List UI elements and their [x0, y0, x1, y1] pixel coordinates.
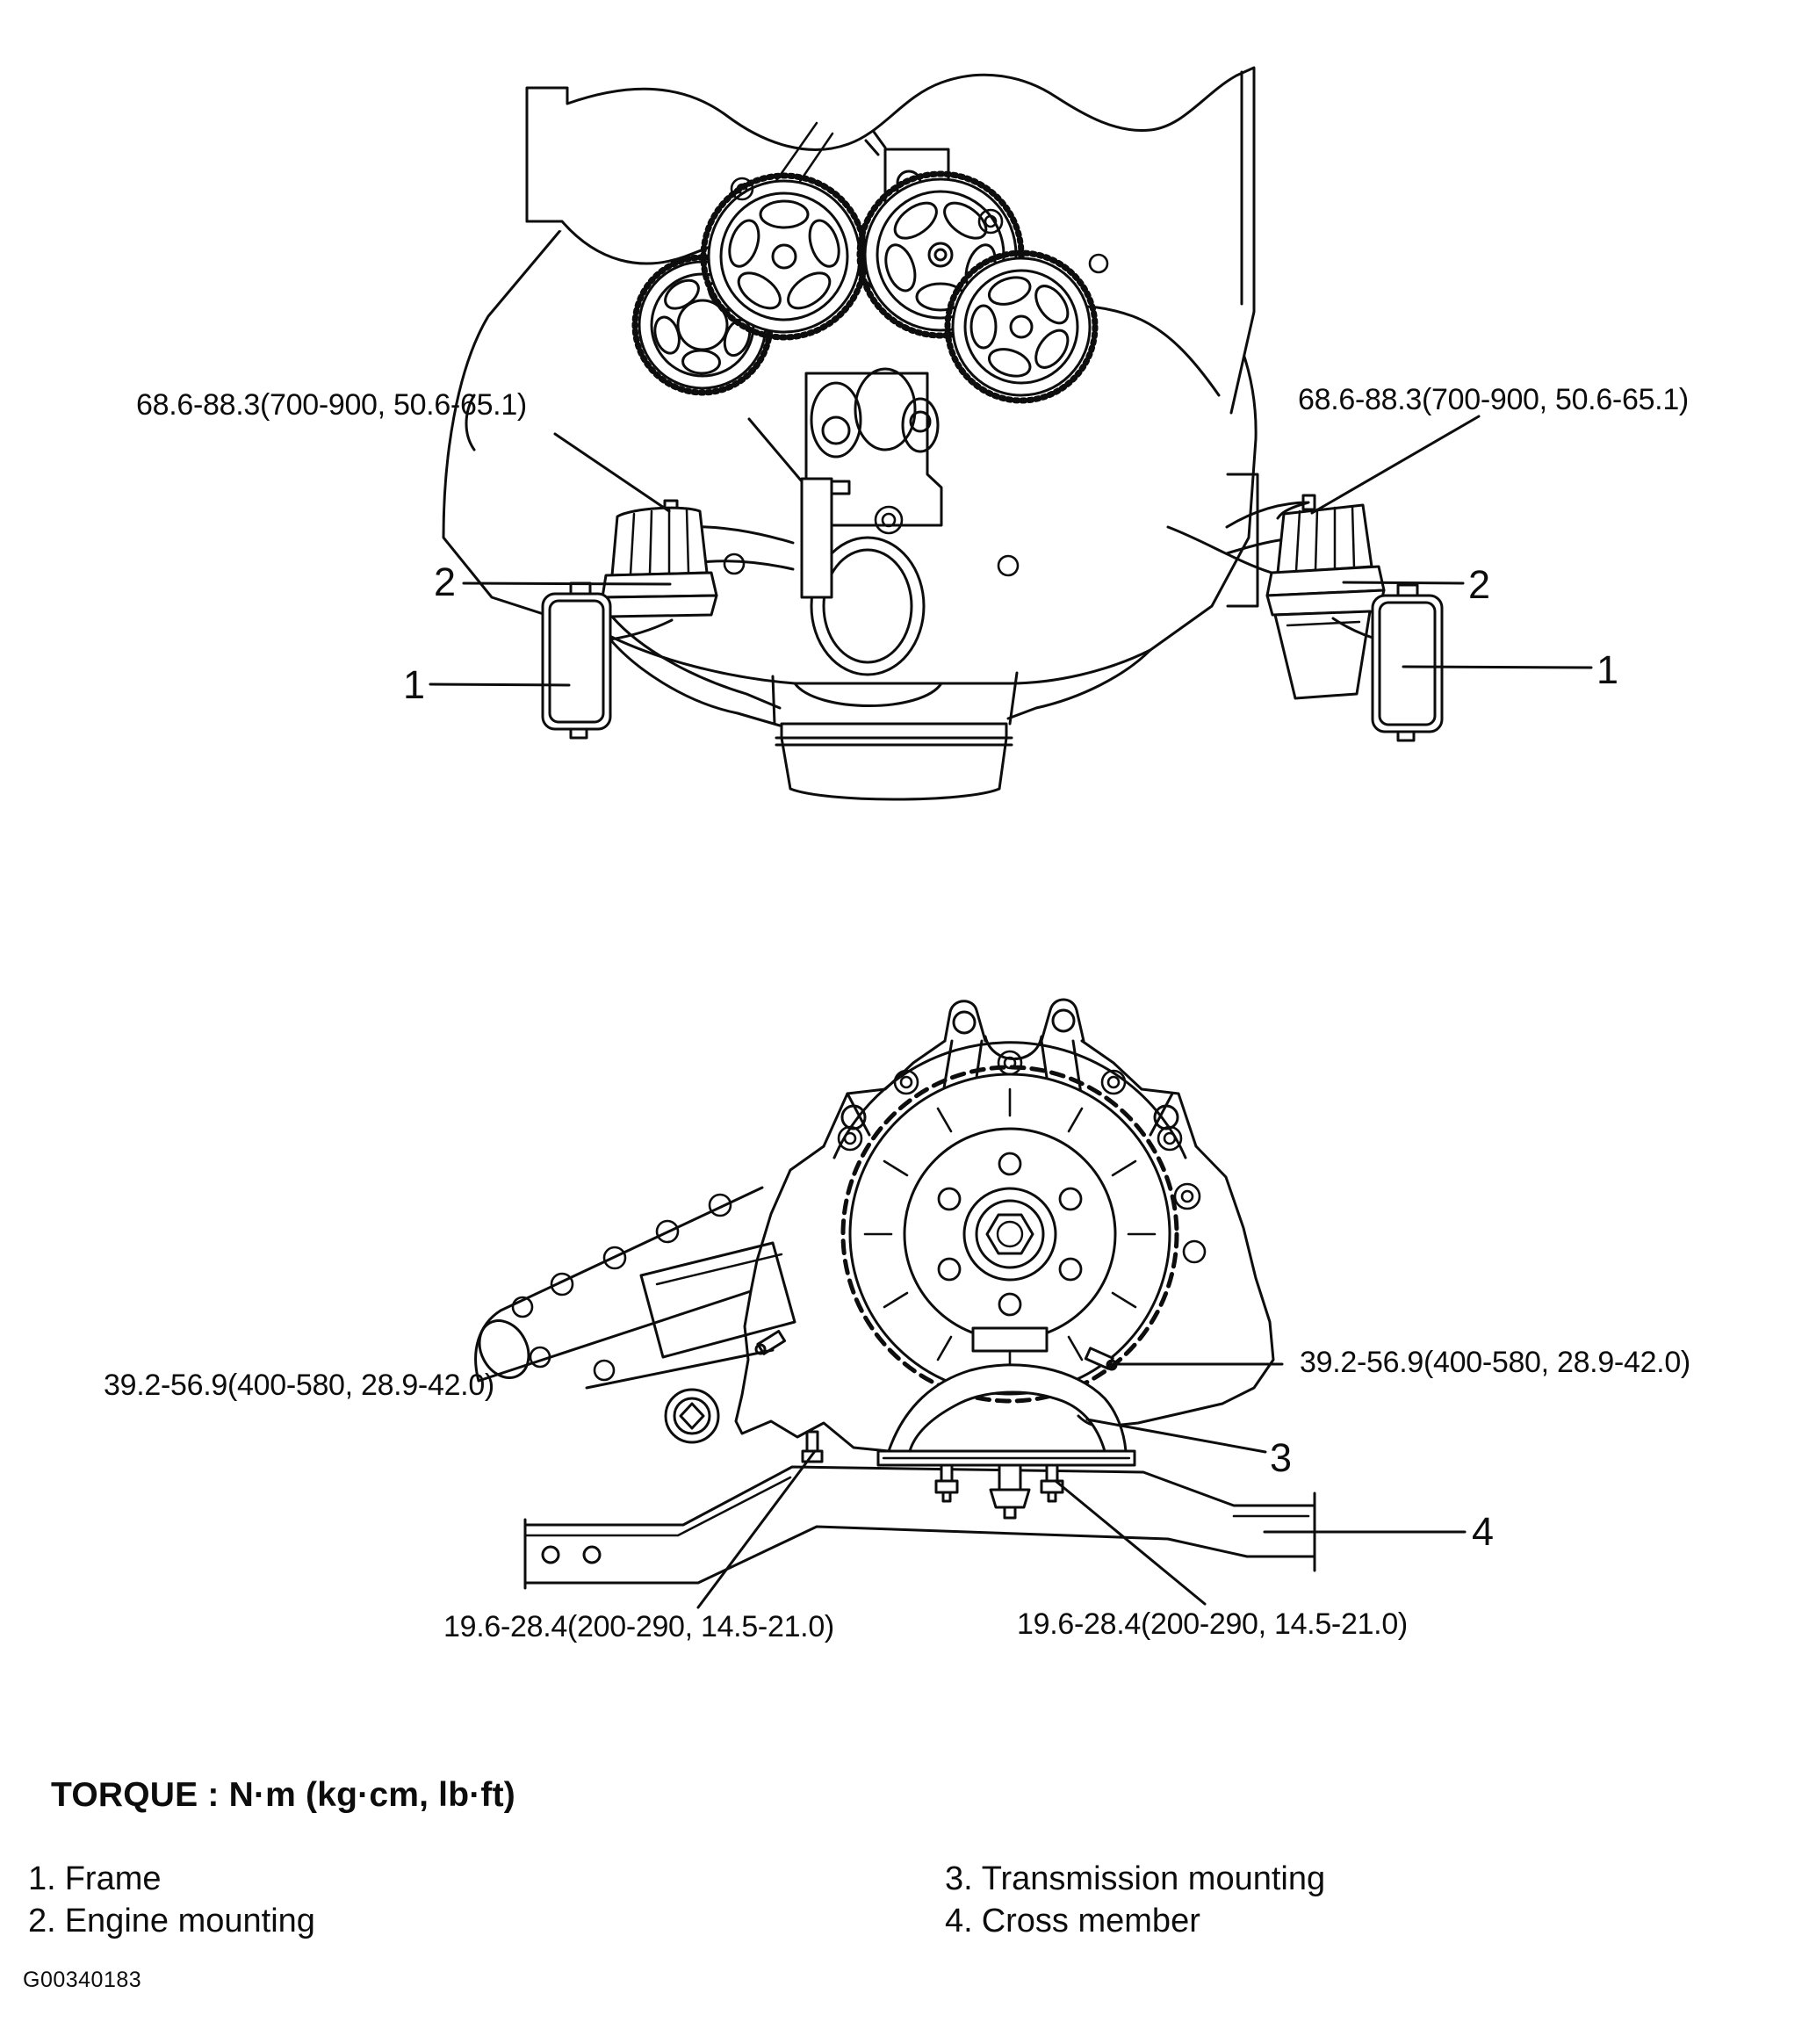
transmission-mount-bracket [803, 1365, 1135, 1518]
legend-label-frame: Frame [64, 1860, 162, 1897]
figure-code: G00340183 [23, 1968, 142, 1992]
callout-num-engine-mounting-right: 2 [1468, 562, 1491, 607]
leader-frame-right [1403, 667, 1591, 668]
legend-label-transmission-mounting: Transmission mounting [981, 1860, 1326, 1897]
legend-item-frame [28, 1860, 162, 1898]
trans-torque-label-lower-right: 19.6-28.4(200-290, 14.5-21.0) [1017, 1607, 1408, 1641]
frame-bracket-right [1373, 585, 1442, 740]
torque-converter [843, 1067, 1177, 1401]
housing-left-side [751, 1146, 824, 1291]
legend-item-cross-member [945, 1903, 1200, 1940]
legend-num-engine-mounting: 2. [28, 1903, 56, 1939]
engine-front-view-drawing [443, 68, 1442, 799]
legend-num-cross-member: 4. [945, 1903, 973, 1939]
leader-engine-torque-left [555, 434, 669, 511]
torque-note: TORQUE : N·m (kg·cm, lb·ft) [51, 1776, 515, 1814]
cam-sprocket-left-inner [703, 176, 865, 337]
engine-torque-label-right: 68.6-88.3(700-900, 50.6-65.1) [1298, 383, 1689, 416]
cam-sprocket-right-outer [948, 253, 1095, 401]
callout-num-engine-mounting-left: 2 [434, 560, 457, 604]
frame-bracket-left [543, 583, 610, 738]
legend-label-cross-member: Cross member [981, 1903, 1200, 1939]
legend-item-transmission-mounting [945, 1860, 1325, 1898]
leader-trans-torque-lower-left [698, 1451, 815, 1607]
callout-num-frame-left: 1 [403, 662, 426, 707]
cross-member [525, 1467, 1315, 1588]
leader-frame-left [430, 684, 569, 685]
trans-torque-label-upper-right: 39.2-56.9(400-580, 28.9-42.0) [1300, 1346, 1690, 1379]
callout-num-frame-right: 1 [1596, 647, 1619, 692]
engine-torque-label-left: 68.6-88.3(700-900, 50.6-65.1) [136, 388, 527, 422]
legend-num-frame: 1. [28, 1860, 56, 1897]
legend-num-transmission-mounting: 3. [945, 1860, 973, 1897]
callout-num-transmission-mounting: 3 [1270, 1435, 1293, 1480]
legend-label-engine-mounting: Engine mounting [64, 1903, 315, 1939]
housing-bottom-left [736, 1291, 889, 1451]
oil-pan [776, 724, 1012, 799]
transmission-front-view-drawing [470, 1000, 1315, 1588]
leader-engine-torque-right [1312, 416, 1479, 513]
legend-item-engine-mounting [28, 1903, 315, 1940]
trans-torque-label-upper-left: 39.2-56.9(400-580, 28.9-42.0) [104, 1369, 494, 1402]
engine-mount-right [1168, 474, 1384, 698]
leader-engine-mounting-right [1344, 582, 1463, 583]
trans-torque-label-lower-left: 19.6-28.4(200-290, 14.5-21.0) [443, 1610, 834, 1643]
leader-engine-mounting-left [464, 583, 670, 584]
callout-num-cross-member: 4 [1472, 1509, 1495, 1554]
